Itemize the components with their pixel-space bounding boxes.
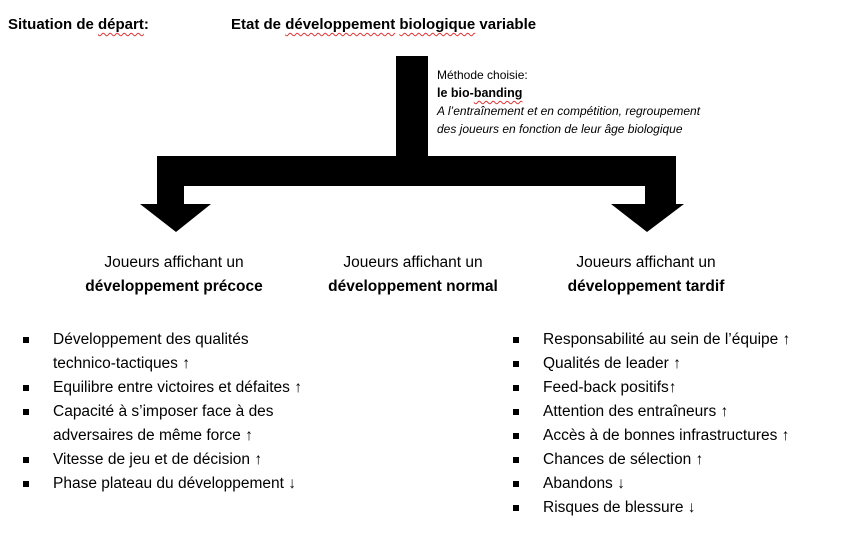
bullet-icon bbox=[513, 409, 519, 415]
method-box bbox=[437, 66, 700, 138]
arrow-crossbar bbox=[157, 156, 676, 186]
list-item: Qualités de leader ↑ bbox=[513, 352, 790, 376]
bullet-icon bbox=[513, 433, 519, 439]
bullet-icon bbox=[513, 505, 519, 511]
list-item: Attention des entraîneurs ↑ bbox=[513, 400, 790, 424]
group-normal-line1: Joueurs affichant un bbox=[343, 254, 483, 271]
list-item: Equilibre entre victoires et défaites ↑ bbox=[23, 376, 302, 400]
list-item: Développement des qualités technico-tactiques ↑ bbox=[23, 328, 302, 376]
group-early-line2: développement précoce bbox=[85, 278, 263, 295]
method-name: le bio-banding bbox=[437, 86, 523, 100]
arrow-right-head bbox=[611, 204, 684, 232]
list-item: Abandons ↓ bbox=[513, 472, 790, 496]
situation-title: Etat de développement biologique variable bbox=[231, 16, 537, 33]
group-early-line1: Joueurs affichant un bbox=[104, 254, 244, 271]
situation-label: Situation de départ: bbox=[8, 16, 149, 33]
group-normal-line2: développement normal bbox=[328, 278, 498, 295]
list-item: Capacité à s’imposer face à des adversaires de même force ↑ bbox=[23, 400, 302, 448]
early-effects-list bbox=[23, 328, 302, 496]
group-normal bbox=[306, 251, 520, 299]
method-heading: Méthode choisie: bbox=[437, 68, 528, 82]
group-late-line1: Joueurs affichant un bbox=[576, 254, 716, 271]
bullet-icon bbox=[513, 481, 519, 487]
late-effects-list bbox=[513, 328, 790, 520]
arrow-left-head bbox=[140, 204, 211, 232]
bullet-icon bbox=[23, 385, 29, 391]
list-item: Responsabilité au sein de l’équipe ↑ bbox=[513, 328, 790, 352]
group-late bbox=[548, 251, 744, 299]
bullet-icon bbox=[513, 385, 519, 391]
arrow-stem bbox=[396, 56, 428, 160]
list-item: Feed-back positifs↑ bbox=[513, 376, 790, 400]
list-item: Accès à de bonnes infrastructures ↑ bbox=[513, 424, 790, 448]
bullet-icon bbox=[513, 361, 519, 367]
bullet-icon bbox=[23, 409, 29, 415]
bullet-icon bbox=[23, 457, 29, 463]
group-late-line2: développement tardif bbox=[567, 278, 725, 295]
arrow-left-shaft bbox=[157, 182, 184, 204]
bullet-icon bbox=[513, 457, 519, 463]
list-item: Phase plateau du développement ↓ bbox=[23, 472, 302, 496]
list-item: Risques de blessure ↓ bbox=[513, 496, 790, 520]
method-description-line1: A l’entraînement et en compétition, regroupement bbox=[437, 104, 701, 118]
group-early bbox=[68, 251, 280, 299]
bullet-icon bbox=[23, 337, 29, 343]
arrow-right-shaft bbox=[645, 182, 676, 204]
list-item: Chances de sélection ↑ bbox=[513, 448, 790, 472]
list-item: Vitesse de jeu et de décision ↑ bbox=[23, 448, 302, 472]
bullet-icon bbox=[23, 481, 29, 487]
method-description-line2: des joueurs en fonction de leur âge biologique bbox=[437, 122, 683, 136]
bullet-icon bbox=[513, 337, 519, 343]
